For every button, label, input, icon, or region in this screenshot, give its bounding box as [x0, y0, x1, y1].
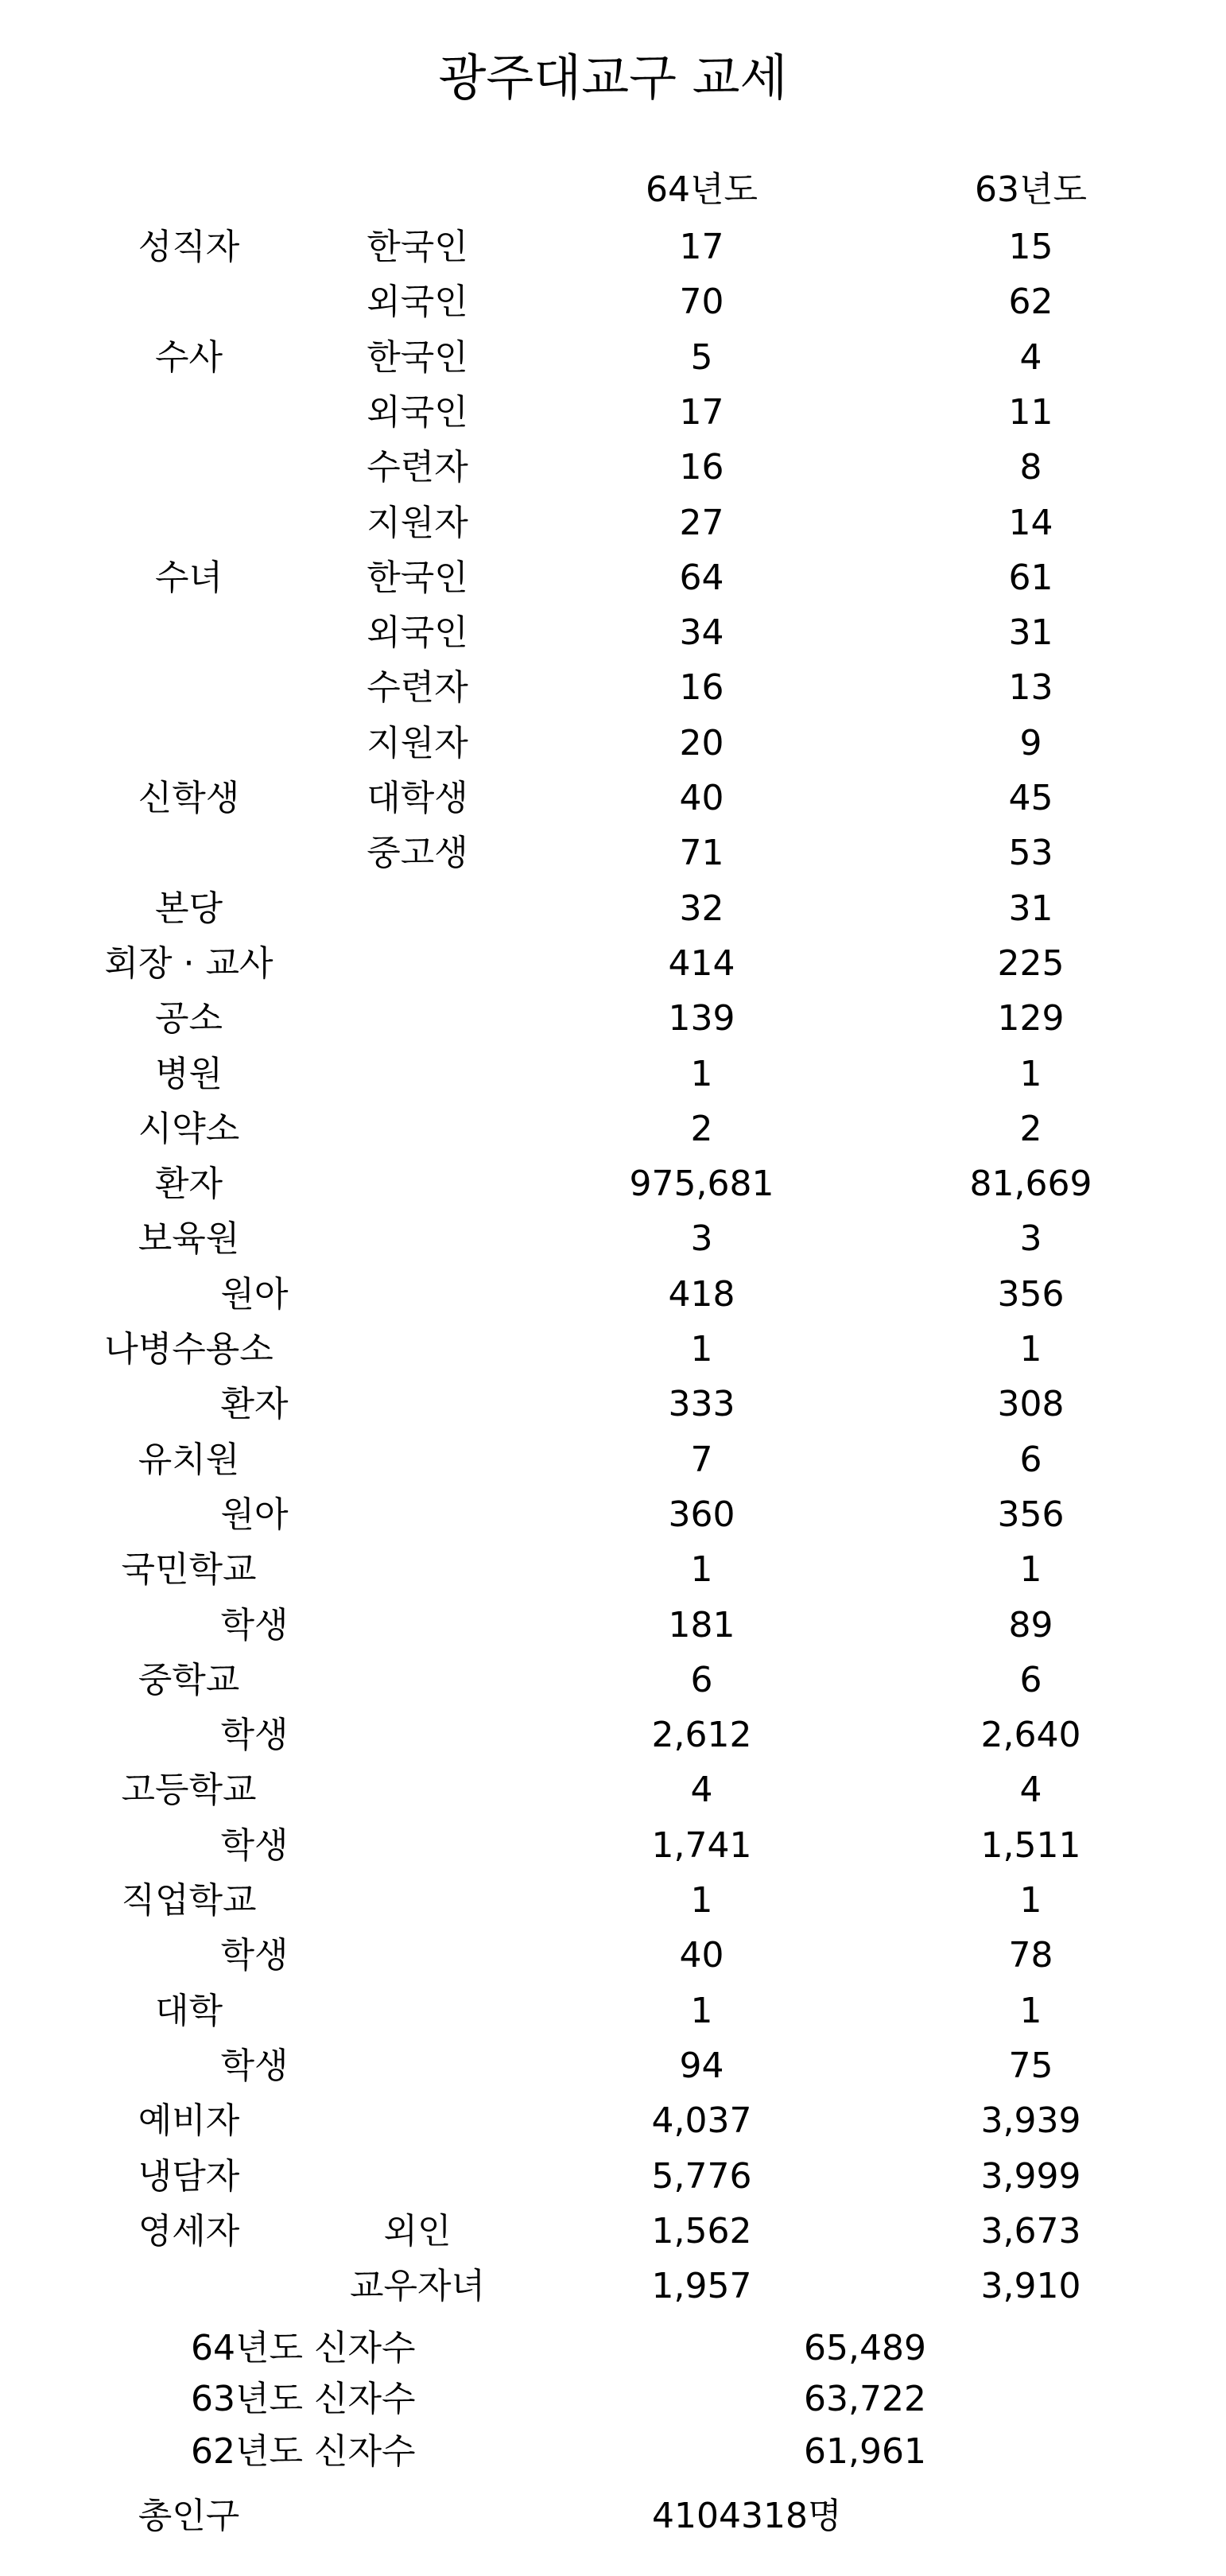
- row-subcategory: 외국인: [367, 282, 468, 322]
- row-subcategory: 외국인: [367, 392, 468, 433]
- row-category: 국민학교: [121, 1549, 257, 1590]
- row-value-63: 61: [1008, 558, 1053, 598]
- total-label: 총인구: [138, 2496, 240, 2536]
- row-value-63: 356: [997, 1274, 1065, 1315]
- row-value-63: 308: [997, 1384, 1065, 1424]
- summary-label: 63년도 신자수: [191, 2379, 416, 2419]
- row-value-64: 34: [679, 612, 724, 653]
- row-value-63: 3,673: [980, 2211, 1081, 2252]
- row-value-63: 6: [1019, 1660, 1042, 1700]
- row-category: 신학생: [138, 778, 240, 818]
- row-value-64: 975,681: [629, 1164, 774, 1204]
- row-category: 환자: [220, 1384, 289, 1424]
- row-subcategory: 한국인: [367, 227, 468, 267]
- row-category: 냉담자: [138, 2156, 240, 2197]
- row-subcategory: 대학생: [367, 778, 468, 818]
- row-subcategory: 외인: [383, 2211, 452, 2252]
- header-63: 63년도: [975, 169, 1087, 210]
- row-category: 병원: [154, 1054, 223, 1094]
- row-value-63: 225: [997, 943, 1065, 984]
- row-category: 직업학교: [121, 1880, 257, 1921]
- row-value-63: 13: [1008, 667, 1053, 708]
- row-value-63: 2,640: [980, 1715, 1081, 1755]
- row-category: 환자: [154, 1164, 223, 1204]
- row-category: 원아: [220, 1274, 289, 1315]
- row-category: 보육원: [138, 1218, 240, 1259]
- row-value-63: 4: [1019, 1770, 1042, 1810]
- row-value-63: 3: [1019, 1218, 1042, 1259]
- row-value-64: 418: [668, 1274, 735, 1315]
- row-value-63: 53: [1008, 833, 1053, 873]
- row-category: 학생: [220, 2046, 289, 2086]
- row-value-64: 4,037: [651, 2100, 752, 2141]
- row-subcategory: 한국인: [367, 337, 468, 378]
- row-value-64: 5: [690, 337, 713, 378]
- row-value-63: 11: [1008, 392, 1053, 433]
- row-value-63: 1: [1019, 1880, 1042, 1921]
- row-category: 공소: [154, 998, 223, 1039]
- row-value-63: 129: [997, 998, 1065, 1039]
- row-category: 나병수용소: [104, 1329, 274, 1370]
- summary-label: 64년도 신자수: [191, 2328, 416, 2368]
- row-value-64: 7: [690, 1440, 713, 1480]
- row-category: 원아: [220, 1494, 289, 1535]
- row-value-63: 356: [997, 1494, 1065, 1535]
- row-value-64: 6: [690, 1660, 713, 1700]
- row-category: 본당: [154, 888, 223, 929]
- summary-label: 62년도 신자수: [191, 2431, 416, 2472]
- row-category: 수사: [154, 337, 223, 378]
- row-value-63: 4: [1019, 337, 1042, 378]
- summary-value: 61,961: [804, 2431, 926, 2472]
- page-title: 광주대교구 교세: [438, 49, 788, 107]
- row-category: 예비자: [138, 2100, 240, 2141]
- row-value-64: 414: [668, 943, 735, 984]
- row-value-63: 14: [1008, 503, 1053, 543]
- row-value-64: 5,776: [651, 2156, 752, 2197]
- row-value-63: 15: [1008, 227, 1053, 267]
- row-value-63: 62: [1008, 282, 1053, 322]
- row-subcategory: 중고생: [367, 833, 468, 873]
- row-value-64: 70: [679, 282, 724, 322]
- row-value-63: 81,669: [969, 1164, 1092, 1204]
- row-category: 학생: [220, 1825, 289, 1866]
- row-category: 학생: [220, 1605, 289, 1645]
- header-64: 64년도: [646, 169, 758, 210]
- row-value-63: 31: [1008, 888, 1053, 929]
- row-value-63: 78: [1008, 1935, 1053, 1976]
- row-value-64: 2,612: [651, 1715, 752, 1755]
- total-value: 4104318명: [652, 2496, 842, 2536]
- row-category: 영세자: [138, 2211, 240, 2252]
- row-value-64: 20: [679, 723, 724, 763]
- row-value-64: 1,741: [651, 1825, 752, 1866]
- row-value-63: 1: [1019, 1329, 1042, 1370]
- row-value-64: 27: [679, 503, 724, 543]
- row-value-64: 139: [668, 998, 735, 1039]
- row-value-63: 9: [1019, 723, 1042, 763]
- row-category: 중학교: [138, 1660, 240, 1700]
- row-value-64: 3: [690, 1218, 713, 1259]
- row-value-64: 40: [679, 1935, 724, 1976]
- row-subcategory: 지원자: [367, 723, 468, 763]
- row-subcategory: 한국인: [367, 558, 468, 598]
- row-value-63: 6: [1019, 1440, 1042, 1480]
- row-value-63: 3,999: [980, 2156, 1081, 2197]
- row-value-64: 1,957: [651, 2266, 752, 2306]
- row-subcategory: 외국인: [367, 612, 468, 653]
- row-value-63: 3,939: [980, 2100, 1081, 2141]
- row-value-63: 1: [1019, 1054, 1042, 1094]
- row-category: 성직자: [138, 227, 240, 267]
- row-value-64: 94: [679, 2046, 724, 2086]
- row-value-63: 1: [1019, 1991, 1042, 2031]
- row-category: 수녀: [154, 558, 223, 598]
- row-value-64: 17: [679, 392, 724, 433]
- row-category: 고등학교: [121, 1770, 257, 1810]
- row-value-63: 45: [1008, 778, 1053, 818]
- row-category: 시약소: [138, 1109, 240, 1149]
- row-value-64: 1: [690, 1880, 713, 1921]
- row-value-64: 333: [668, 1384, 735, 1424]
- row-subcategory: 지원자: [367, 503, 468, 543]
- row-value-64: 71: [679, 833, 724, 873]
- row-category: 학생: [220, 1935, 289, 1976]
- row-category: 대학: [154, 1991, 223, 2031]
- row-value-64: 16: [679, 447, 724, 488]
- row-value-64: 360: [668, 1494, 735, 1535]
- row-value-64: 2: [690, 1109, 713, 1149]
- row-subcategory: 교우자녀: [349, 2266, 485, 2306]
- row-subcategory: 수련자: [367, 447, 468, 488]
- row-value-63: 8: [1019, 447, 1042, 488]
- row-value-63: 2: [1019, 1109, 1042, 1149]
- row-value-63: 31: [1008, 612, 1053, 653]
- row-value-64: 1,562: [651, 2211, 752, 2252]
- row-value-64: 32: [679, 888, 724, 929]
- row-value-63: 89: [1008, 1605, 1053, 1645]
- row-value-64: 1: [690, 1549, 713, 1590]
- row-value-64: 17: [679, 227, 724, 267]
- row-value-64: 1: [690, 1054, 713, 1094]
- row-category: 회장 · 교사: [104, 943, 274, 984]
- row-value-64: 1: [690, 1329, 713, 1370]
- row-category: 학생: [220, 1715, 289, 1755]
- row-category: 유치원: [138, 1440, 240, 1480]
- summary-value: 63,722: [804, 2379, 926, 2419]
- summary-value: 65,489: [804, 2328, 926, 2368]
- row-value-63: 1: [1019, 1549, 1042, 1590]
- row-value-63: 1,511: [980, 1825, 1081, 1866]
- row-value-64: 40: [679, 778, 724, 818]
- row-subcategory: 수련자: [367, 667, 468, 708]
- row-value-63: 75: [1008, 2046, 1053, 2086]
- row-value-64: 64: [679, 558, 724, 598]
- row-value-64: 1: [690, 1991, 713, 2031]
- row-value-64: 16: [679, 667, 724, 708]
- row-value-63: 3,910: [980, 2266, 1081, 2306]
- row-value-64: 181: [668, 1605, 735, 1645]
- row-value-64: 4: [690, 1770, 713, 1810]
